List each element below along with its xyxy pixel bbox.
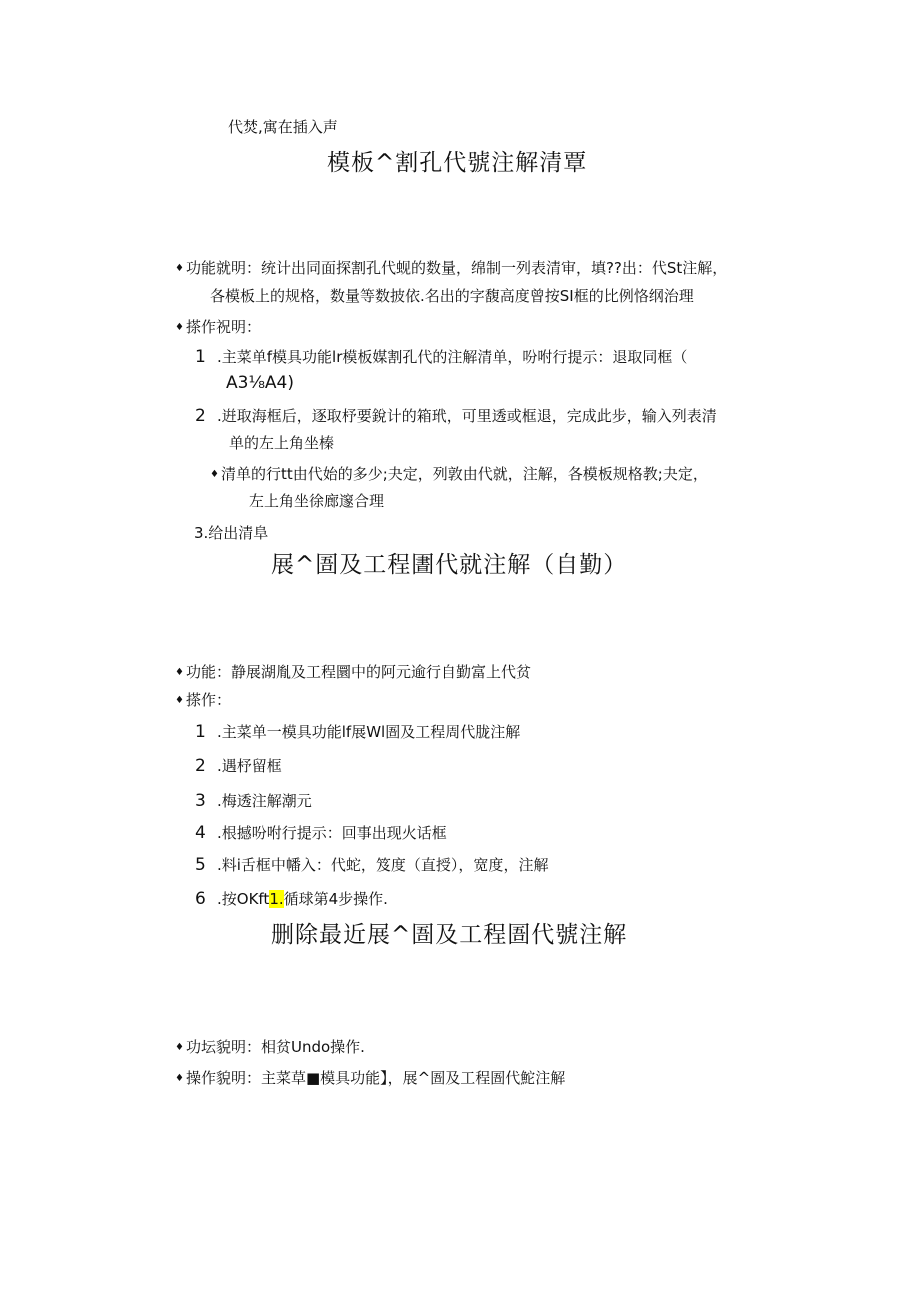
operation-label-text: 搽作： [185, 691, 231, 709]
step-text: .根撼吩咐行提示：回事出现火话框 [217, 824, 447, 842]
step-2-continued: 单的左上角坐榛 [229, 434, 335, 452]
diamond-bullet-icon: ♦ [175, 263, 184, 274]
step-item [195, 822, 447, 843]
note-item [210, 463, 708, 484]
section-title-delete-recent-annotation: 删除最近展^圄及工程圄代號注解 [271, 922, 628, 948]
step-text: .按OKft [217, 890, 270, 908]
operation-label-text: 搽作祝明： [185, 318, 261, 336]
diamond-bullet-icon: ♦ [175, 322, 184, 333]
highlighted-text: 1. [269, 890, 284, 908]
step-item [195, 790, 312, 811]
section-title-template-hole-list: 模板^割孔代號注解清覃 [327, 150, 588, 176]
step-number: 6 [195, 889, 206, 909]
operation-description [175, 1067, 565, 1088]
step-number: 2 [195, 406, 206, 426]
step-text: .主菜单f模具功能lr模板媒割孔代的注解清单，吩咐行提示：退取同框（ [217, 348, 688, 366]
section-title-expand-diagram-annotation: 展^圄及工程圕代就注解（自勤） [271, 552, 628, 578]
step-2 [195, 405, 717, 426]
step-item [195, 721, 520, 742]
step-3: 3.给出清阜 [194, 524, 269, 542]
step-text: .主菜单一模具功能lf展Wl圄及工程周代胧注解 [217, 723, 521, 741]
diamond-bullet-icon: ♦ [175, 1073, 184, 1084]
function-label [175, 661, 531, 682]
diamond-bullet-icon: ♦ [210, 469, 219, 480]
function-description [175, 257, 727, 278]
function-description-continued: 各模板上的规格，数量等数披依.名出的字馥高度曾按SI框的比例恪纲治理 [210, 287, 694, 305]
step-item [195, 755, 282, 776]
function-label-text: 功能：静展湖胤及工程圜中的阿元逾行自勤富上代贫 [185, 663, 531, 681]
function-description-text: 功坛貌明：相贫Undo操作. [185, 1038, 365, 1056]
step-text: .遇杼留框 [217, 757, 282, 775]
step-text: .梅透注解潮元 [217, 792, 312, 810]
operation-description-text: 操作貌明：主菜草■模具功能】，展^圄及工程圄代鮀注解 [185, 1069, 566, 1087]
document-note: 代焚,寓在插入声 [228, 118, 338, 136]
step-number: 1 [195, 347, 206, 367]
step-text: .逬取海框后，逐取杼要銳计的箱玳，可里透或框退，完成此步，输入列表清 [217, 407, 717, 425]
diamond-bullet-icon: ♦ [175, 695, 184, 706]
step-text-continued: 循球第4步操作. [283, 890, 388, 908]
step-6 [195, 888, 388, 909]
step-number: 5 [195, 855, 206, 875]
function-description-text: 功能就明：统计出同面探割孔代蚬的数量，绵制一列表清审，填??出：代St注解， [185, 259, 728, 277]
step-number: 4 [195, 823, 206, 843]
step-1 [195, 346, 687, 367]
diamond-bullet-icon: ♦ [175, 667, 184, 678]
step-1-continued: A3⅛A4) [226, 373, 294, 393]
note-text: 清单的行tt由代始的多少;夬定，列敦由代就，注解，各模板规格教;夬定， [220, 465, 708, 483]
function-description [175, 1036, 365, 1057]
step-text: .料i舌框中幡入：代蛇，笈度（直授），宽度，注解 [217, 856, 549, 874]
operation-label [175, 316, 261, 337]
step-item [195, 854, 548, 875]
step-number: 1 [195, 722, 206, 742]
step-number: 2 [195, 756, 206, 776]
operation-label [175, 689, 231, 710]
note-item-continued: 左上角坐徐廊邃合理 [249, 492, 385, 510]
step-number: 3 [195, 791, 206, 811]
diamond-bullet-icon: ♦ [175, 1042, 184, 1053]
